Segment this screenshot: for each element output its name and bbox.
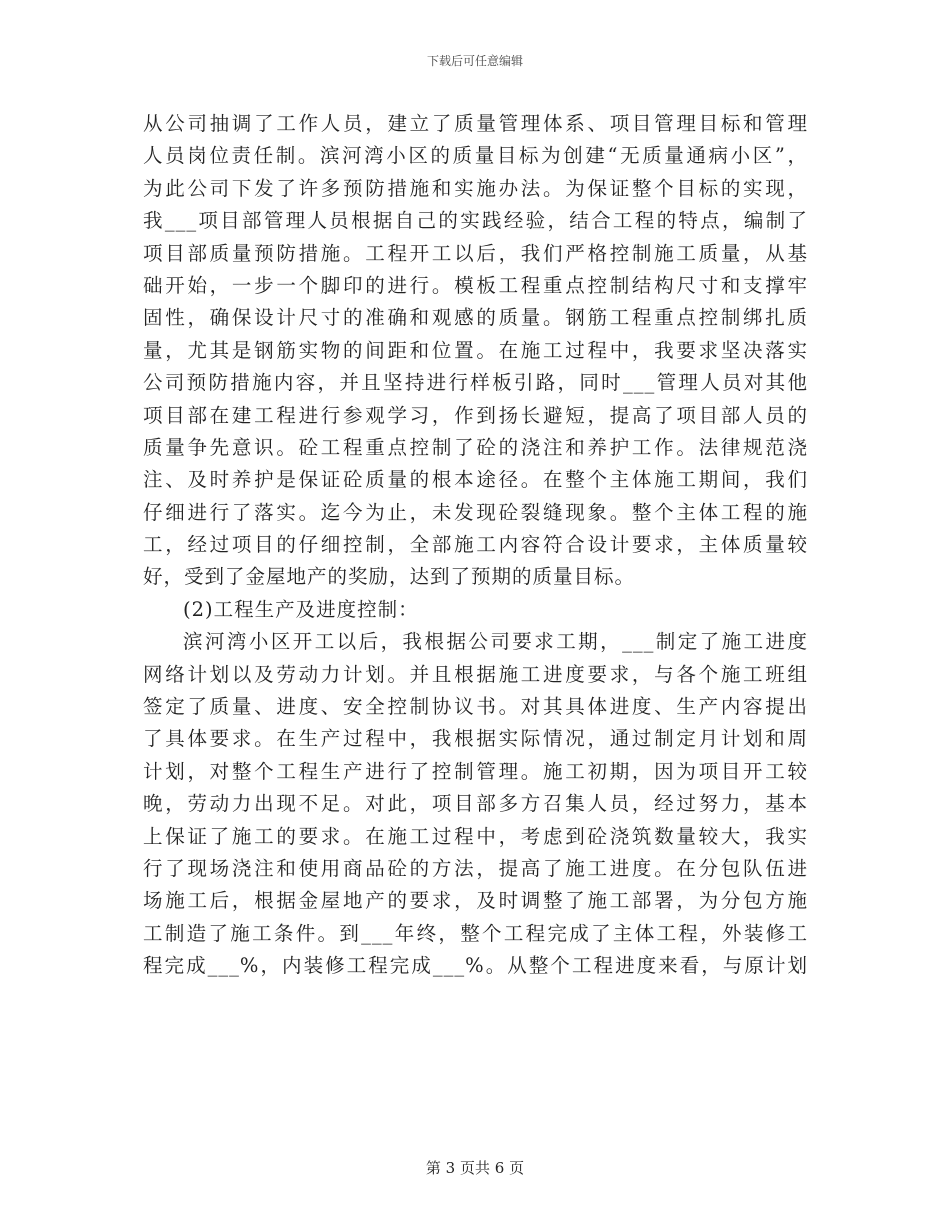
text-line: 计划，对整个工程生产进行了控制管理。施工初期，因为项目开工较 [143, 759, 808, 783]
text-line: 注、及时养护是保证砼质量的根本途径。在整个主体施工期间，我们 [143, 468, 808, 492]
text-line: 仔细进行了落实。迄今为止，未发现砼裂缝现象。整个主体工程的施 [143, 500, 808, 524]
text-line: 行了现场浇注和使用商品砼的方法，提高了施工进度。在分包队伍进 [143, 856, 808, 880]
text-line: 人员岗位责任制。滨河湾小区的质量目标为创建“无质量通病小区”， [143, 144, 808, 168]
text-line: 网络计划以及劳动力计划。并且根据施工进度要求，与各个施工班组 [143, 662, 808, 686]
text-line: 上保证了施工的要求。在施工过程中，考虑到砼浇筑数量较大，我实 [143, 824, 808, 848]
page-header: 下载后可任意编辑 [426, 54, 523, 68]
section-heading: (2)工程生产及进度控制： [183, 597, 419, 621]
text-line: 工，经过项目的仔细控制，全部施工内容符合设计要求，主体质量较 [143, 533, 808, 557]
text-line: 项目部在建工程进行参观学习，作到扬长避短，提高了项目部人员的 [143, 403, 808, 427]
text-line: 为此公司下发了许多预防措施和实施办法。为保证整个目标的实现， [143, 176, 808, 200]
text-line: 项目部质量预防措施。工程开工以后，我们严格控制施工质量，从基 [143, 241, 808, 265]
text-line: 了具体要求。在生产过程中，我根据实际情况，通过制定月计划和周 [143, 727, 808, 751]
text-line: 公司预防措施内容，并且坚持进行样板引路，同时___管理人员对其他 [143, 371, 808, 395]
text-line: 场施工后，根据金屋地产的要求，及时调整了施工部署，为分包方施 [143, 889, 808, 913]
text-line: 量，尤其是钢筋实物的间距和位置。在施工过程中，我要求坚决落实 [143, 338, 808, 362]
text-line: 我___项目部管理人员根据自己的实践经验，结合工程的特点，编制了 [143, 209, 808, 233]
text-line: 晚，劳动力出现不足。对此，项目部多方召集人员，经过努力，基本 [143, 792, 808, 816]
text-line: 础开始，一步一个脚印的进行。模板工程重点控制结构尺寸和支撑牢 [143, 273, 808, 297]
text-line: 工制造了施工条件。到___年终，整个工程完成了主体工程，外装修工 [143, 921, 808, 945]
page-number-footer: 第 3 页共 6 页 [425, 1159, 525, 1177]
text-line: 滨河湾小区开工以后，我根据公司要求工期，___制定了施工进度 [183, 630, 808, 654]
text-line: 质量争先意识。砼工程重点控制了砼的浇注和养护工作。法律规范浇 [143, 435, 808, 459]
text-line: 好，受到了金屋地产的奖励，达到了预期的质量目标。 [143, 565, 636, 589]
text-line: 固性，确保设计尺寸的准确和观感的质量。钢筋工程重点控制绑扎质 [143, 306, 808, 330]
text-line: 程完成___%，内装修工程完成___%。从整个工程进度来看，与原计划 [143, 954, 808, 978]
text-line: 签定了质量、进度、安全控制协议书。对其具体进度、生产内容提出 [143, 695, 808, 719]
document-body [143, 108, 808, 983]
text-line: 从公司抽调了工作人员，建立了质量管理体系、项目管理目标和管理 [143, 112, 808, 135]
